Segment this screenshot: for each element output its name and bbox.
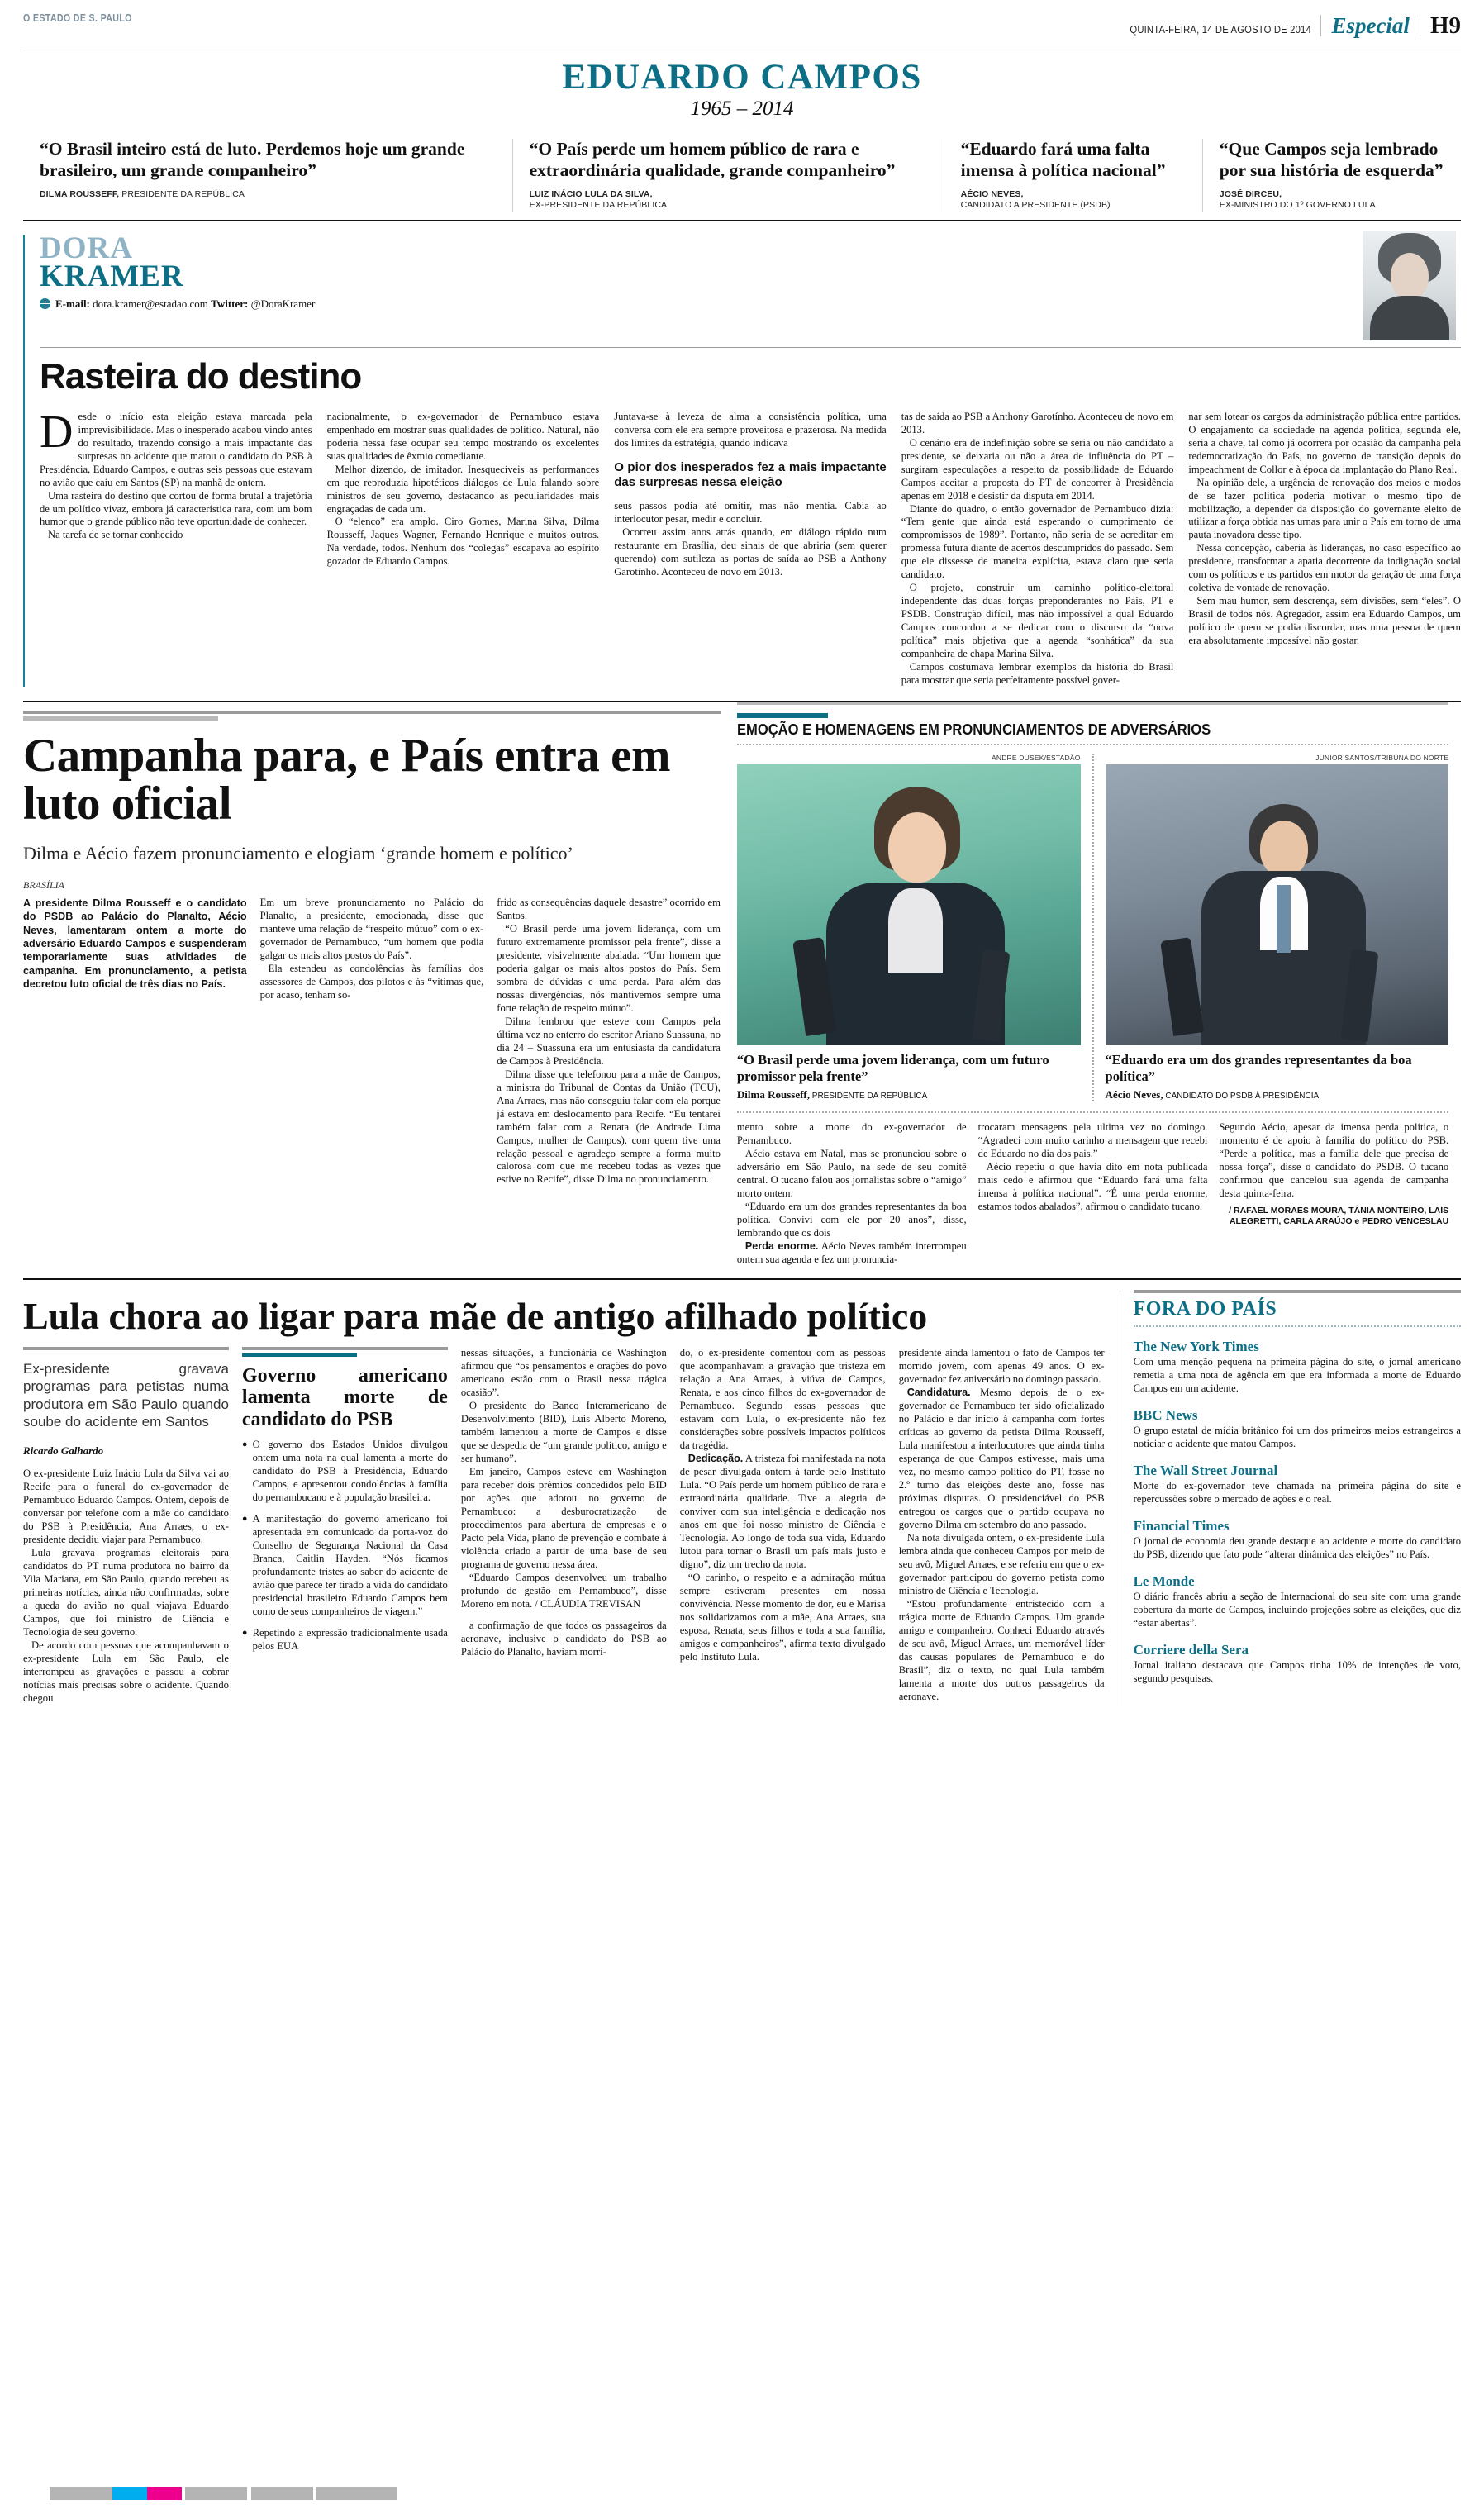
kicker-bar <box>23 1347 229 1350</box>
paragraph: Nessa concepção, caberia às lideranças, no caso específico ao presidente, transformar a apatia decorrente da indignação social com os políticos e os partidos em motor da geração de uma força coletiva de vontade de renovação. <box>1188 542 1461 594</box>
bullet-item <box>242 1439 448 1505</box>
quote-role: PRESIDENTE DA REPÚBLICA <box>121 188 245 199</box>
email-value[interactable]: dora.kramer@estadao.com <box>93 297 208 310</box>
columnist-last-name: KRAMER <box>40 259 184 293</box>
paragraph: “O carinho, o respeito e a admiração mútua sempre estiveram presentes em nossa convivência. Nesse momento de dor, eu e Marisa nos solidarizamos com a mãe, Ana Arraes, sua esposa, Renata, seus filhos e toda a sua família, amigos e companheiros”, afirma texto divulgado pelo Instituto Lula. <box>679 1571 886 1663</box>
rail-item <box>1134 1339 1461 1396</box>
masthead-right <box>1110 12 1461 40</box>
paragraph: tas de saída ao PSB a Anthony Garotínho. Aconteceu de novo em 2013. <box>901 410 1174 435</box>
paragraph: Aécio estava em Natal, mas se pronunciou sobre o adversário em São Paulo, na sede de seu comitê central. O tucano falou aos jornalistas sobre o “amigo” morto ontem. <box>736 1147 967 1199</box>
column-text <box>978 1121 1208 1267</box>
paragraph: O ex-presidente Luiz Inácio Lula da Silva vai ao Recife para o funeral do ex-governador de Pernambuco Eduardo Campos. Ontem, depois de conversar por telefone com a mãe do candidato do PSB à Presidência, Ana Arraes, o ex-presidente decidiu viajar para Pernambuco. <box>23 1468 229 1546</box>
story-subhead: Dilma e Aécio fazem pronunciamento e elogiam ‘grande homem e político’ <box>23 842 573 864</box>
photo-credit: JUNIOR SANTOS/TRIBUNA DO NORTE <box>1315 754 1449 763</box>
columnist-first-name: DORA <box>40 231 133 265</box>
bullet-dot-icon: ● <box>241 1514 248 1525</box>
kicker-bar <box>1134 1290 1461 1293</box>
hero-title-block <box>23 59 1461 121</box>
bullet-text: Repetindo a expressão tradicionalmente usada pelos EUA <box>252 1627 448 1653</box>
sub-kicker: Perda enorme. <box>744 1239 819 1252</box>
rail-item <box>1134 1407 1461 1451</box>
column-text <box>40 406 312 688</box>
column-text <box>23 897 247 1187</box>
paragraph: “O Brasil perde uma jovem liderança, com um futuro extremamente promissor pela frente”, disse a presidente, visivelmente abalada. “Um homem que poderia galgar os mais altos postos do País. Sem sombra de dúvidas e uma perda. Para além das nossas divergências, nós mantivemos sempre uma forte relação de respeito mútuo”. <box>497 922 721 1014</box>
paragraph: Segundo Aécio, apesar da imensa perda política, o momento é de apoio à família do político do PSB. “Perde a política, mas a família dele que precisa de nossa força”, disse o candidato do PSDB. O tucano confirmou que cancelou sua agenda de campanha desta quinta-feira. <box>1219 1120 1449 1199</box>
photo-subject-face <box>888 812 947 883</box>
feature-title: EMOÇÃO E HOMENAGENS EM PRONUNCIAMENTOS DE ADVERSÁRIOS <box>736 721 1211 739</box>
columnist-block <box>23 231 1461 688</box>
quote-attribution <box>530 189 927 212</box>
story-standfirst: Ex-presidente gravava programas para petistas numa produtora em São Paulo quando soube do acidente em Santos <box>23 1361 229 1430</box>
portrait-body <box>1370 296 1449 340</box>
kicker-bar-accent <box>23 716 218 721</box>
bullet-item <box>242 1627 448 1653</box>
paragraph: O presidente do Banco Interamericano de Desenvolvimento (BID), Luis Alberto Moreno, também lamentou a morte de Campos e disse que se despedia de “um grande político, amigo e ser humano”. <box>460 1400 667 1464</box>
columnist-columns <box>40 406 1461 688</box>
kicker-bar-accent <box>242 1353 357 1357</box>
quote-attribution <box>1220 189 1444 212</box>
lula-story <box>23 1290 1105 1706</box>
photo-caption: “Eduardo era um dos grandes representantes da boa política” <box>1105 1052 1412 1085</box>
twitter-label: Twitter: <box>211 297 249 310</box>
paragraph: Mesmo depois de o ex-governador de Pernambuco ter sido oficializado no Palácio e dar início à campanha com fortes críticas ao governo da petista Dilma Rousseff, Lula manifestou a interlocutores que ainda tinha esperança de que Campos estivesse, mais uma vez, no mesmo campo político do PT, fosse no 2.º turno das eleições deste ano, fosse nas próximas disputas. O presidenciável do PSB entregou os cargos que o partido ocupava no governo Dilma em setembro do ano passado. <box>898 1387 1105 1530</box>
bullet-item <box>242 1513 448 1619</box>
campaign-story <box>23 702 721 1266</box>
columnist-header <box>40 231 1461 340</box>
paragraph: Dilma lembrou que esteve com Campos pela última vez no enterro do escritor Ariano Suassuna, no dia 24 – Suassuna era um entusiasta da candidatura de Campos à Presidência. <box>497 1015 721 1067</box>
outlet-text: O diário francês abriu a seção de Internacional do seu site com uma grande cobertura da morte de Campos, incluindo projeções sobre as eleições, que diz “estar abertas”. <box>1133 1590 1461 1629</box>
paragraph: Juntava-se à leveza de alma a consistência política, uma conversa com ele era sempre proveitosa e prazerosa. Na medida dos limites da estratégia, quando indicava <box>614 410 887 449</box>
quote-text: “O País perde um homem público de rara e extraordinária qualidade, grande companheiro” <box>529 139 896 180</box>
email-label: E-mail: <box>55 297 90 310</box>
paragraph: Campos costumava lembrar exemplos da história do Brasil para mostrar que seria perfeitamente possível gover- <box>901 661 1174 687</box>
paragraph: nessas situações, a funcionária de Washington afirmou que “os pensamentos e orações do povo americano estão com o Brasil nessa trágica ocasião”. <box>460 1347 667 1399</box>
photo-attribution <box>737 1088 1081 1101</box>
outlet-name: BBC News <box>1133 1406 1198 1423</box>
paragraph: “Eduardo era um dos grandes representantes da boa política. Convivi com ele por 20 anos”, disse, lembrando que os dois <box>736 1200 967 1239</box>
outlet-text: Morte do ex-governador teve chamada na primeira página do site e repercussões sobre o mercado de ações e o real. <box>1133 1479 1461 1505</box>
paragraph: Na tarefa de se tornar conhecido <box>48 529 183 541</box>
column-text <box>497 897 721 1187</box>
paragraph: A tristeza foi manifestada na nota de pesar divulgada ontem à tarde pelo Instituto Lula. “O País perde um homem público de rara e extraordinária qualidade. Tive a alegria de conviver com sua inteligência e dedicação nos anos em que foi nosso ministro de Ciência e Tecnologia. Ao longo de toda sua vida, Eduardo lutou para tornar o Brasil um país mais justo e digno”, diz um trecho da nota. <box>679 1452 886 1570</box>
paragraph: Aécio repetiu o que havia dito em nota publicada mais cedo e afirmou que “Eduardo fará uma falta imensa à política nacional”. “É uma perda enorme, estamos todos abalados”, afirmou o candidato tucano. <box>977 1160 1208 1212</box>
paragraph: Diante do quadro, o então governador de Pernambuco dizia: “Tem gente que ainda está esperando o cumprimento de compromissos de 1989”. Portanto, não seria de se acreditar em promessa futura diante de acertos descumpridos do passado. Sem que ele dissesse de maneira explícita, estava claro que seria candidato. <box>901 502 1174 581</box>
photo-row <box>737 754 1448 1101</box>
columnist-portrait <box>1363 231 1456 340</box>
outlet-name: The New York Times <box>1133 1338 1259 1354</box>
story-headline: Campanha para, e País entra em luto oficial <box>23 730 670 830</box>
paragraph: Melhor dizendo, de imitador. Inesquecíveis as performances em que reproduzia hipotéticos diálogos de Lula falando sobre ministros de seu governo, destacando as peculiaridades mais engraçadas de cada um. <box>326 463 600 515</box>
paragraph: Na opinião dele, a urgência de renovação dos meios e modos de se fazer política poderia motivar o mesmo tipo de mobilização, a depender da disposição do governante eleito de utilizar a força obtida nas urnas para unir o País em torno de uma pauta inovadora desse tipo. <box>1188 476 1461 541</box>
page-number: H9 <box>1429 12 1461 39</box>
quote-author: DILMA ROUSSEFF, <box>40 188 120 199</box>
paragraph: Desde o início esta eleição estava marcada pela imprevisibilidade. Mas o inesperado acabou vindo antes do resultado, trazendo consigo a mais impactante das surpresas no acidente que matou o candidato do PSB à Presidência, Eduardo Campos, e outras seis pessoas que estavam no avião que caiu em Santos (SP) na manhã de ontem. <box>40 406 312 488</box>
quote-text: “O Brasil inteiro está de luto. Perdemos hoje um grande brasileiro, um grande companheiro” <box>40 139 465 180</box>
rail-item <box>1134 1518 1461 1562</box>
paragraph: frido as consequências daquele desastre” ocorrido em Santos. <box>497 896 721 921</box>
world-press-rail <box>1120 1290 1461 1706</box>
quote-role: CANDIDATO A PRESIDENTE (PSDB) <box>960 200 1111 211</box>
column-text <box>1219 1121 1448 1267</box>
reporter-name: Ricardo Galhardo <box>23 1444 104 1457</box>
microphone-icon <box>1160 937 1204 1036</box>
column-text <box>260 897 484 1187</box>
rail-title: FORA DO PAÍS <box>1133 1297 1277 1320</box>
paragraph: “Eduardo Campos desenvolveu um trabalho profundo de gestão em Pernambuco”, disse Moreno em nota. / CLÁUDIA TREVISAN <box>460 1571 667 1610</box>
photo-role: PRESIDENTE DA REPÚBLICA <box>811 1091 928 1101</box>
photo-feature <box>737 702 1448 1266</box>
column-text <box>680 1347 886 1706</box>
paragraph: Aécio Neves também interrompeu ontem sua agenda e fez um pronuncia- <box>736 1239 967 1265</box>
columnist-identity <box>40 231 316 311</box>
twitter-handle[interactable]: @DoraKramer <box>250 297 316 310</box>
quote-author: AÉCIO NEVES, <box>960 188 1024 199</box>
dotted-rule <box>737 744 1448 745</box>
hero-years: 1965 – 2014 <box>690 98 794 121</box>
column-headline: Rasteira do destino <box>40 355 362 397</box>
photo-caption: “O Brasil perde uma jovem liderança, com um futuro promissor pela frente” <box>736 1052 1049 1085</box>
divider <box>1320 15 1321 36</box>
story-headline: Lula chora ao ligar para mãe de antigo afilhado político <box>23 1294 928 1337</box>
sub-kicker: Dedicação. <box>687 1452 744 1464</box>
quote-card <box>944 139 1202 211</box>
issue-date: QUINTA-FEIRA, 14 DE AGOSTO DE 2014 <box>1129 24 1311 36</box>
paragraph: nacionalmente, o ex-governador de Pernambuco estava empenhado em mostrar suas qualidades de político. Natural, não poderia nessa fase ocupar seu tempo mostrando os excelentes suas qualidades de êxmio comediante. <box>326 410 600 462</box>
sub-kicker: Candidatura. <box>906 1387 971 1399</box>
paragraph: Lula gravava programas eleitorais para candidatos do PT numa produtora no bairro da Vila Mariana, em São Paulo, quando recebeu as primeiras notícias, ainda não confirmadas, sobre a queda do avião no qual viajava Eduardo Campos, que foi ministro de Ciência e Tecnologia de seu governo. <box>23 1547 229 1639</box>
bullet-text: A manifestação do governo americano foi apresentada em comunicado da porta-voz do Conselho de Segurança Nacional da Casa Branca, Caitlin Hayden. “Nós ficamos profundamente tristes ao saber do acidente de avião que parece ter tirado a vida do candidato presidencial brasileiro Eduardo Campos bem como de seus companheiros de viagem.” <box>252 1513 448 1618</box>
portrait-face <box>1391 253 1429 299</box>
photo-person: Aécio Neves, <box>1105 1087 1163 1101</box>
quotes-strip <box>23 139 1461 221</box>
outlet-name: The Wall Street Journal <box>1133 1462 1278 1478</box>
outlet-text: Com uma menção pequena na primeira página do site, o jornal americano remetia a uma nota de agência em que era informada a morte de Eduardo Campos em um acidente. <box>1133 1355 1461 1394</box>
quote-role: EX-PRESIDENTE DA REPÚBLICA <box>529 200 668 211</box>
quote-card <box>1202 139 1461 211</box>
globe-icon <box>40 298 50 309</box>
rail-item <box>1134 1642 1461 1686</box>
quote-role: EX-MINISTRO DO 1º GOVERNO LULA <box>1219 200 1376 211</box>
paragraph: do, o ex-presidente comentou com as pessoas que acompanhavam a gravação que tristeza em relação a Ana Arraes, à viúva de Campos, Renata, e aos cinco filhos do ex-governador de Pernambuco. Segundo essas pessoas que estavam com Lula, o ex-presidente não fez considerações sobre possíveis impactos políticos da tragédia. <box>679 1347 886 1451</box>
photo-person: Dilma Rousseff, <box>736 1087 810 1101</box>
column-text <box>1188 411 1461 688</box>
rail-item <box>1134 1573 1461 1630</box>
outlet-name: Financial Times <box>1133 1517 1230 1534</box>
story-columns <box>23 897 721 1187</box>
paragraph: seus passos podia até omitir, mas não mentia. Cabia ao interlocutor pesar, medir e concluir. <box>614 500 887 526</box>
kicker-bar <box>242 1347 448 1350</box>
outlet-text: Jornal italiano destacava que Campos tinha 10% de intenções de voto, segundo pesquisas. <box>1133 1658 1461 1684</box>
lead-paragraph: A presidente Dilma Rousseff e o candidato do PSDB ao Palácio do Planalto, Aécio Neves, lamentaram ontem a morte do adversário Eduardo Campos e suspenderam temporariamente suas atividades de campanha. Em pronunciamento, a petista decretou luto oficial de três dias no País. <box>23 897 247 990</box>
story-columns <box>23 1347 1105 1706</box>
quote-card <box>23 139 512 211</box>
paragraph: nar sem lotear os cargos da administração pública entre partidos. O engajamento da sociedade na agenda política, segunda ele, seria a chave, tal como já ocorrera por ocasião da campanha pela redemocratização do País, no governo de transição depois do impeachment de Collor e à época da implantação do Plano Real. <box>1188 410 1461 475</box>
dotted-rule <box>1134 1325 1461 1327</box>
section-name: Especial <box>1331 13 1410 38</box>
outlet-name: Le Monde <box>1133 1572 1195 1589</box>
column-text <box>901 411 1174 688</box>
column-text <box>614 411 887 688</box>
paragraph: Em janeiro, Campos esteve em Washington para receber dois prêmios concedidos pelo BID por ações que adotou no governo de Pernambuco: a desburocratização de procedimentos para abertura de empresas e o Pacto pela Vida, plano de prevenção e combate à violência criado a partir de uma base de seu programa de governo nessa área. <box>460 1465 667 1570</box>
photo-role: CANDIDATO DO PSDB À PRESIDÊNCIA <box>1165 1091 1320 1101</box>
photo-subject-blouse <box>888 888 944 973</box>
dateline: BRASÍLIA <box>23 878 64 891</box>
story-byline: / RAFAEL MORAES MOURA, TÂNIA MONTEIRO, LAÍS ALEGRETTI, CARLA ARAÚJO e PEDRO VENCESLAU <box>1229 1205 1449 1226</box>
column-text <box>899 1347 1105 1706</box>
photo-subject-face <box>1260 821 1308 877</box>
paragraph: Dilma disse que telefonou para a mãe de Campos, a ministra do Tribunal de Contas da União (TCU), Ana Arraes, mas não conseguiu falar com ela porque já estava em deslocamento para Recife. “Eu tentarei também falar com a Renata (de Andrade Lima Campos, mulher de Campos), com quem tive uma relação pessoal e agradeço sempre a forma muito calorosa com que me recebeu todas as vezes que estive no Recife”, disse Dilma no pronunciamento. <box>497 1068 721 1186</box>
paragraph: a confirmação de que todos os passageiros da aeronave, inclusive o candidato do PSB ao Palácio do Planalto, haviam morri- <box>460 1619 667 1658</box>
photo-attribution <box>1106 1088 1449 1101</box>
photo-dilma <box>737 764 1081 1045</box>
paragraph: “Estou profundamente entristecido com a trágica morte de Eduardo Campos. Um grande amigo e companheiro. Conheci Eduardo através de seu avô, Miguel Arraes, um memorável líder das causas populares de Pernambuco e do Brasil”, diz o texto, no qual Lula também lamenta a morte dos outros passageiros da aeronave. <box>898 1597 1105 1702</box>
columnist-contact <box>40 297 315 311</box>
columnist-rule <box>40 347 1461 348</box>
bullet-dot-icon: ● <box>241 1439 248 1450</box>
paragraph: Em um breve pronunciamento no Palácio do Planalto, a presidente, emocionada, disse que manteve uma relação de “respeito mútuo” com o ex-governador de Pernambuco, “um homem que podia galgar os mais altos postos do País”. <box>259 896 484 961</box>
quote-attribution <box>40 189 496 200</box>
rail-item <box>1134 1463 1461 1506</box>
paragraph: Na nota divulgada ontem, o ex-presidente Lula lembra ainda que conheceu Campos por meio de seu avô, Miguel Arraes, e se referiu em que o ex-governador participou do governo petista como ministro de Ciência e Tecnologia. <box>898 1531 1105 1596</box>
outlet-text: O grupo estatal de mídia britânico foi um dos primeiros meios estrangeiros a noticiar o acidente que matou Campos. <box>1133 1424 1461 1449</box>
column-text <box>461 1347 667 1706</box>
outlet-name: Corriere della Sera <box>1133 1641 1249 1658</box>
paragraph: Ela estendeu as condolências às famílias dos assessores de Campos, dos pilotos e às “vítimas que, por acaso, tenham so- <box>259 962 484 1001</box>
column-text <box>327 411 600 688</box>
kicker-bar <box>23 711 721 714</box>
paragraph: De acordo com pessoas que acompanhavam o ex-presidente Lula em São Paulo, ele interrompeu as gravações e passou a cobrar notícias mais precisas sobre o acidente. Quando chegou <box>23 1639 229 1704</box>
quote-author: LUIZ INÁCIO LULA DA SILVA, <box>529 188 653 199</box>
photo-aecio <box>1106 764 1449 1045</box>
paper-name: O ESTADO DE S. PAULO <box>23 12 132 24</box>
feature-tab <box>737 713 828 718</box>
masthead <box>23 0 1461 40</box>
feature-rule <box>737 702 1448 705</box>
paragraph: Ocorreu assim anos atrás quando, em diálogo rápido num restaurante em Brasília, deu sinais de que abriria (sem querer querendo) com sutileza as portas de saída ao PSB a Anthony Garotínho. Aconteceu de novo em 2013. <box>614 526 887 578</box>
column-text <box>23 1347 229 1706</box>
column-text <box>737 1121 967 1267</box>
paragraph: mento sobre a morte do ex-governador de Pernambuco. <box>736 1120 967 1146</box>
paragraph: O “elenco” era amplo. Ciro Gomes, Marina Silva, Dilma Rousseff, Jaques Wagner, Fernando Henrique e muitos outros. Na verdade, todos. Nenhum dos “colegas” escapava ao espírito gozador de Eduardo Campos. <box>326 516 600 568</box>
paragraph: presidente ainda lamentou o fato de Campos ter morrido jovem, com apenas 49 anos. O ex-governador fez aniversário no domingo passado. <box>898 1347 1105 1386</box>
column-text <box>242 1347 448 1706</box>
registration-marks <box>50 2487 397 2500</box>
quote-text: “Que Campos seja lembrado por sua história de esquerda” <box>1219 139 1444 180</box>
paragraph: Sem mau humor, sem descrença, sem divisões, sem “eles”. O Brasil de todos nós. Agregador, assim era Eduardo Campos, um político de quem se podia discordar, mas uma pessoa de quem era absolutamente impossível não gostar. <box>1188 595 1461 647</box>
outlet-text: O jornal de economia deu grande destaque ao acidente e morte do candidato do PSB, dizendo que fato pode “alterar dinâmica das eleições” no País. <box>1133 1534 1461 1560</box>
photo-cell <box>1092 754 1449 1101</box>
feature-columns <box>737 1111 1448 1267</box>
paragraph: O projeto, construir um caminho político-eleitoral independente das duas forças preponderantes no País, PT e PSDB. Construção difícil, mas não impossível a qual Eduardo Campos concordou a se dedicar com o discurso da “nova política” mais objetiva que a agenda “sonhática” da sua companheira de chapa Marina Silva. <box>901 582 1174 660</box>
page-title: EDUARDO CAMPOS <box>562 58 922 97</box>
bottom-section <box>23 1278 1461 1706</box>
bullet-dot-icon: ● <box>241 1628 248 1639</box>
quote-author: JOSÉ DIRCEU, <box>1219 188 1282 199</box>
pull-quote: O pior dos inesperados fez a mais impactante das surpresas nessa eleição <box>614 459 887 489</box>
columnist-name <box>40 231 315 293</box>
paragraph: trocaram mensagens pela ultima vez no domingo. “Agradeci com muito carinho a mensagem que recebi de Eduardo no dia dos pais.” <box>977 1120 1208 1159</box>
photo-subject-tie <box>1277 885 1291 953</box>
middle-section <box>23 702 1461 1266</box>
bullet-text: O governo dos Estados Unidos divulgou ontem uma nota na qual lamenta a morte do candidato do PSB à Presidência, Eduardo Campos, e apresentou condolências à família do pernambucano e à população brasileira. <box>252 1439 448 1504</box>
photo-credit: ANDRE DUSEK/ESTADÃO <box>991 754 1081 763</box>
paragraph: O cenário era de indefinição sobre se seria ou não candidato a presidente, se deixaria ou não a área de influência do PT – surgiram especulações a respeito da possibilidade de Eduardo Campos aceitar a proposta do PT de concorrer à Presidência apenas em 2018 e desistir da disputa em 2014. <box>901 436 1174 502</box>
quote-text: “Eduardo fará uma falta imensa à política nacional” <box>960 139 1166 180</box>
photo-cell <box>737 754 1081 1101</box>
sub-story-headline: Governo americano lamenta morte de candidato do PSB <box>241 1365 448 1430</box>
quote-card <box>512 139 944 211</box>
quote-attribution <box>961 189 1186 212</box>
paragraph: Uma rasteira do destino que cortou de forma brutal a trajetória de um político vivaz, embora já característica rara, com um bom humor que o grande público não teve oportunidade de conhecer. <box>40 489 312 528</box>
